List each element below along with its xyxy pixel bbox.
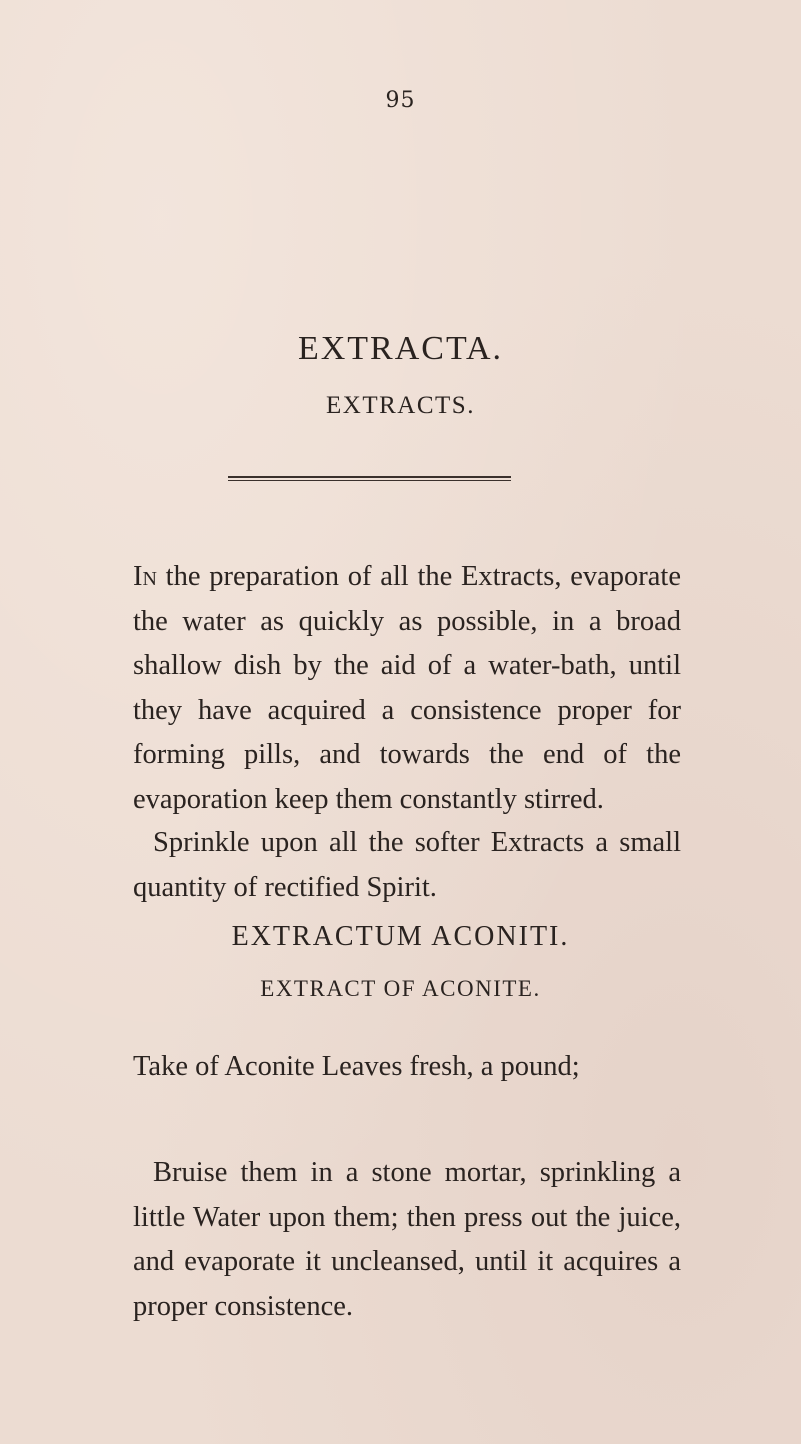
note-paragraph: Sprinkle upon all the softer Extracts a small quantity of rectified Spirit. [133,827,681,903]
intro-first-word: In [133,561,157,592]
intro-paragraph [133,555,681,822]
section-title-latin: EXTRACTA. [297,330,504,367]
section-title-english: EXTRACTS. [326,392,475,419]
intro-paragraph-text: the preparation of all the Extracts, evaporate the water as quickly as possible, in a broad shallow dish by the aid of a water-bath, until they have acquired a consistence proper for forming pills, and towards the end of the evaporation keep them constantly stirred. [133,561,681,815]
recipe-method: Bruise them in a stone mortar, sprinkling a little Water upon them; then press out the juice, and evaporate it uncleansed, until it acquires a proper consistence. [133,1157,681,1322]
recipe-title-english: EXTRACT OF ACONITE. [260,976,541,1001]
page-number: 95 [385,88,416,113]
recipe-title-latin: EXTRACTUM ACONITI. [231,921,570,952]
recipe-ingredients: Take of Aconite Leaves fresh, a pound; [133,1051,580,1082]
section-divider-rule [228,476,511,481]
